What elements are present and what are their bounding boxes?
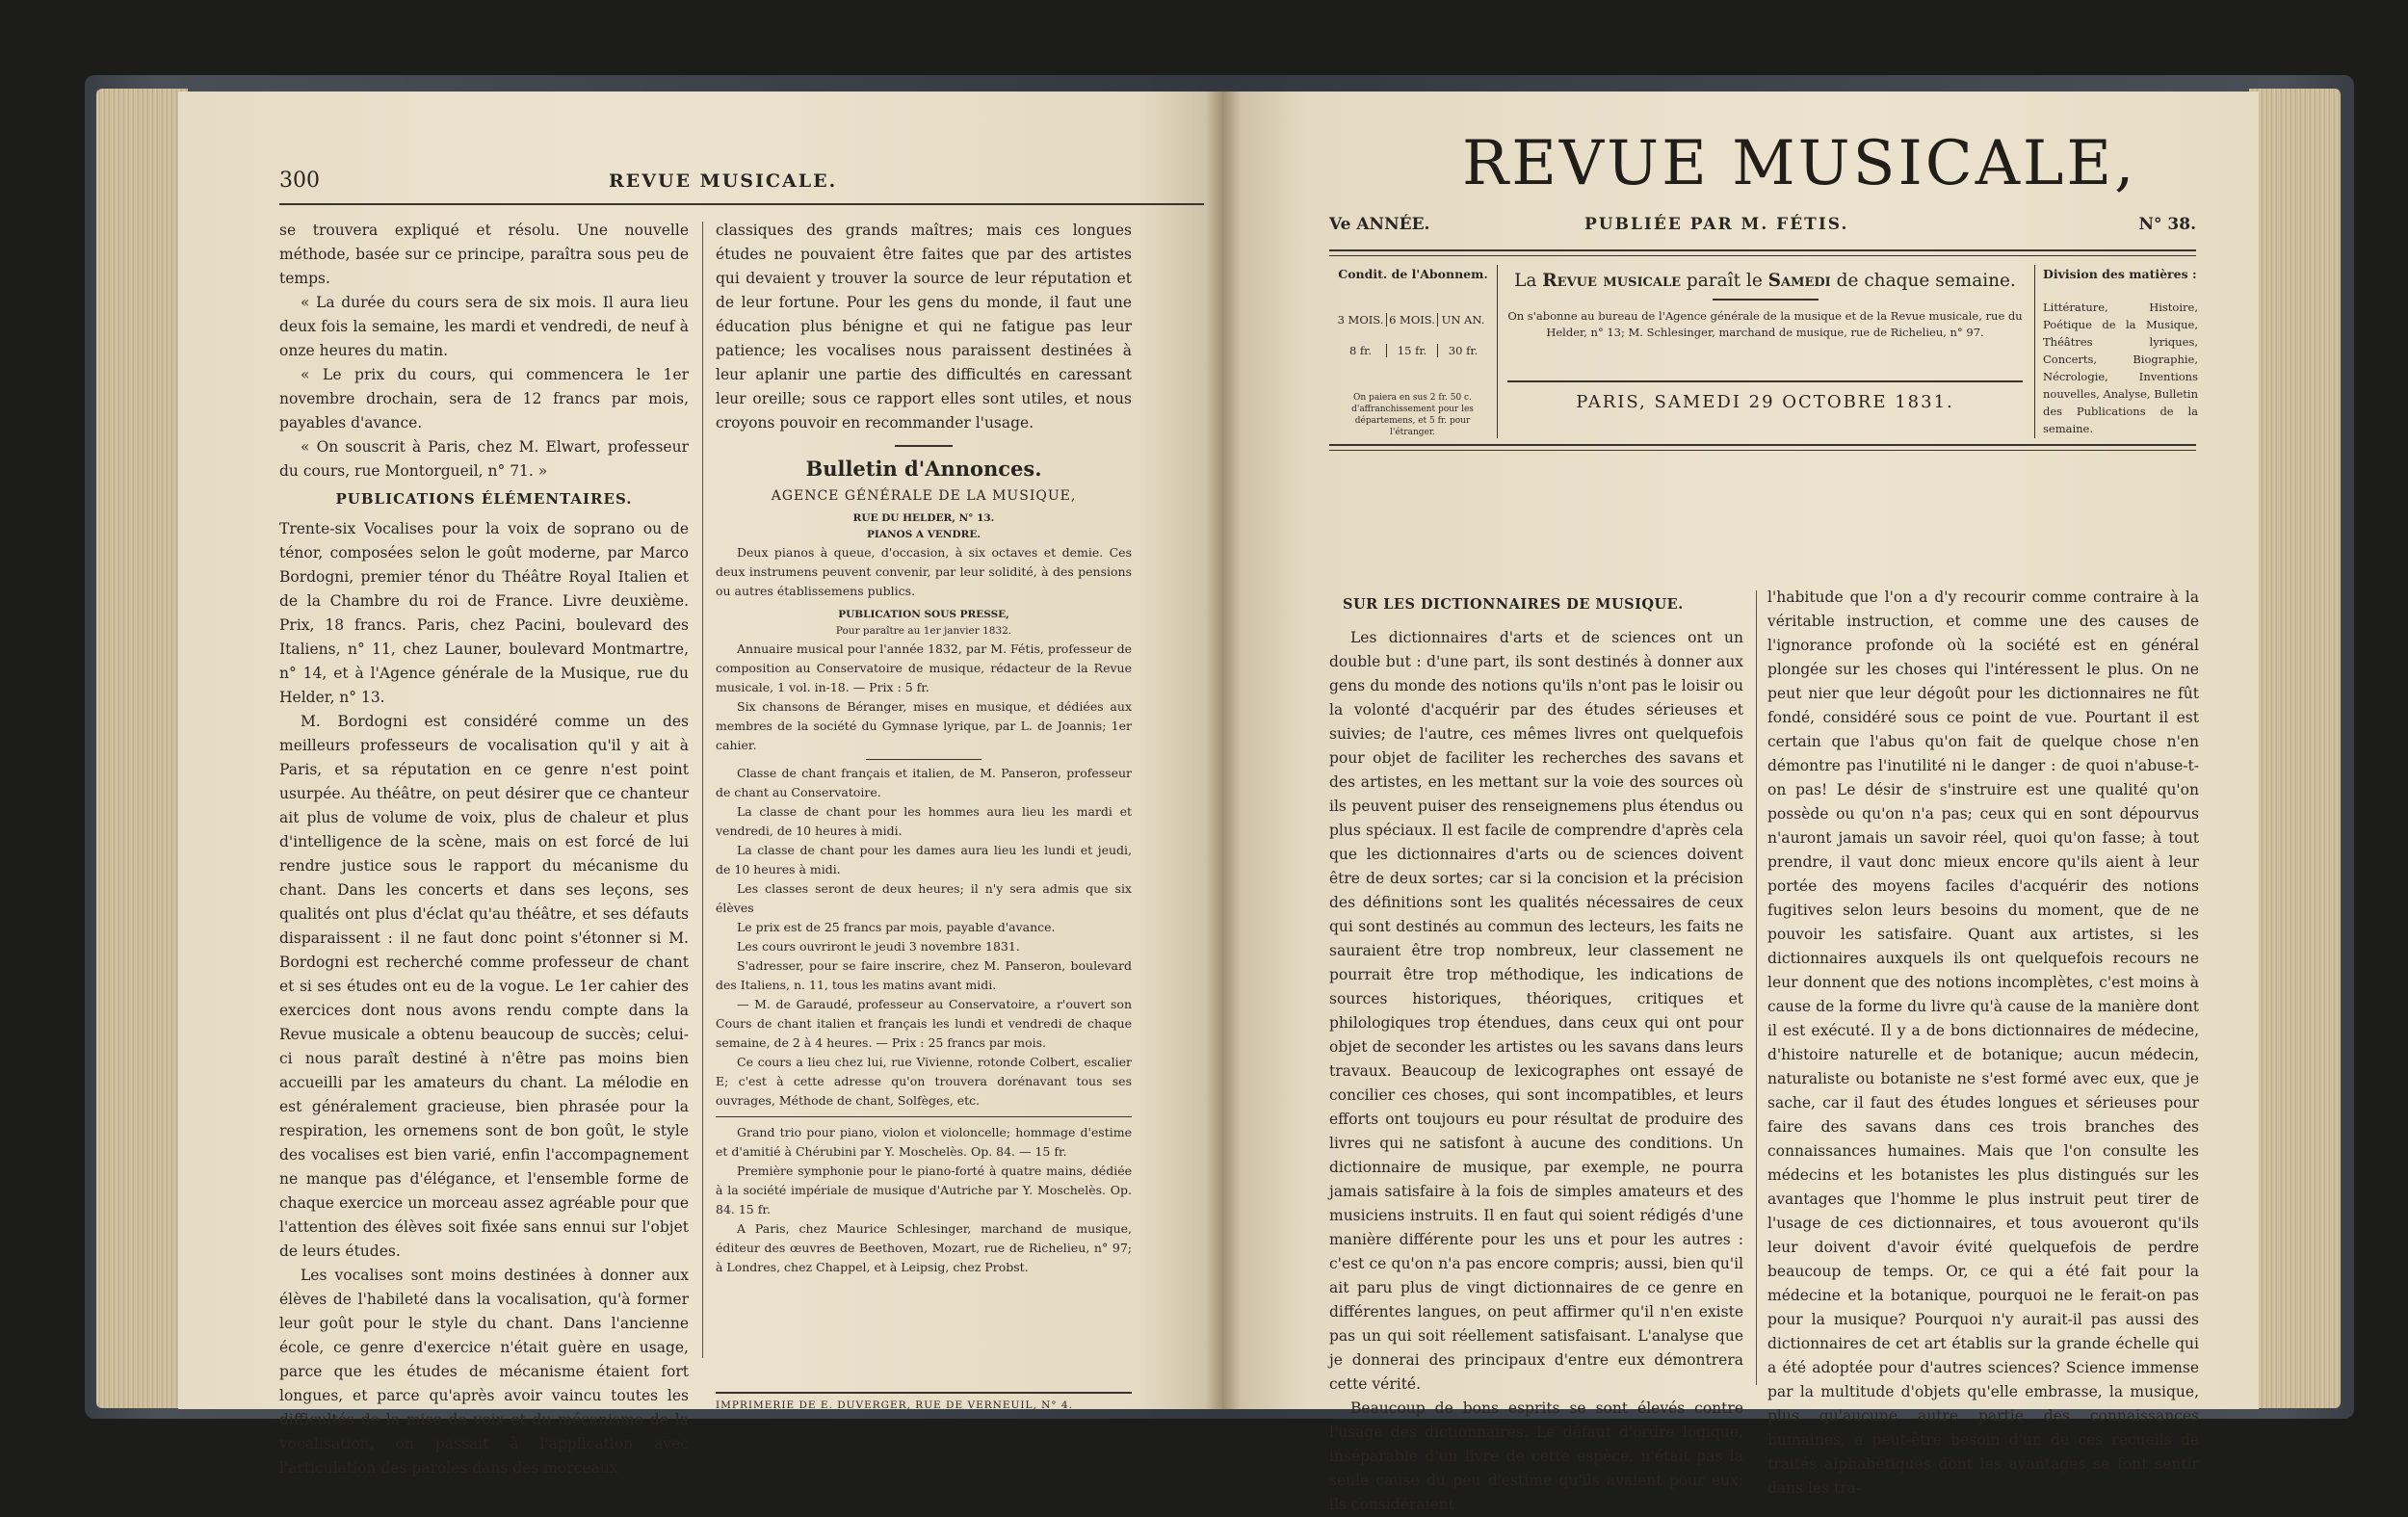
pianos-heading: PIANOS A VENDRE. <box>867 529 981 540</box>
subscription-grid <box>1335 313 1489 380</box>
announcement-item: Le prix est de 25 francs par mois, payable d'avance. <box>737 920 1056 934</box>
period-6-months: 6 MOIS. <box>1386 313 1437 327</box>
article-column-1 <box>1329 592 1743 1517</box>
publication-subheading: Pour paraître au 1er janvier 1832. <box>835 625 1012 637</box>
divisions-title: Division des matières : <box>2043 267 2197 281</box>
classe-list <box>716 764 1132 1111</box>
publication-notice <box>1507 265 2023 341</box>
paragraph: « La durée du cours sera de six mois. Il aura lieu deux fois la semaine, les mardi et vendredi, de neuf à onze heures du matin. <box>279 294 689 359</box>
header-rule <box>279 203 1204 205</box>
article-column-2 <box>1767 586 2199 1501</box>
announcement-item: Première symphonie pour le piano-forté à quatre mains, dédiée à la société impériale de musique d'Autriche par Y. Moschelès. Op. 84. 15 fr. <box>716 1164 1132 1216</box>
article-title: SUR LES DICTIONNAIRES DE MUSIQUE. <box>1343 596 1684 613</box>
paragraph: Les vocalises sont moins destinées à donner aux élèves de l'habileté dans la vocalisation, qu'à former leur goût pour le style du chant. Dans l'ancienne école, ce genre d'exercice n'était guère en usage, parce que les études de mécanisme étaient fort longues, et parce qu'après avoir vaincu toutes les difficultés de la mise de voix et du mécanisme de la vocalisation, on passait à l'application avec l'articulation des paroles dans des morceaux <box>279 1267 689 1477</box>
announcement-item: — M. de Garaudé, professeur au Conservatoire, a r'ouvert son Cours de chant italien et français les lundi et vendredi de chaque semaine, de 2 à 4 heures. — Prix : 25 francs par mois. <box>716 997 1132 1050</box>
imprint: IMPRIMERIE DE E. DUVERGER, RUE DE VERNEUIL, N° 4. <box>716 1399 1073 1411</box>
list-rule <box>716 1116 1132 1117</box>
paragraph: l'habitude que l'on a d'y recourir comme contraire à la véritable instruction, et comme une des causes de l'ignorance profonde où la société est en général plongée sur les choses qui l'intéressent le plus. On ne peut nier que leur dégoût pour les dictionnaires ne fût fondé, considéré sous ce point de vue. Pourtant il est certain que l'abus qu'on fait de quelque chose n'en démontre pas l'inutilité ni le danger : de quoi n'abuse-t-on pas! Le désir de s'instruire est une qualité qu'on possède ou qu'on n'a pas; ceux qui en sont dépourvus n'auront jamais un savoir réel, quoi qu'on fasse; à tout prendre, il vaut donc mieux encore qu'ils aient à leur portée des moyens faciles d'acquérir des notions fugitives selon leurs besoins du moment, que de ne pouvoir les satisfaire. Quant aux artistes, si les dictionnaires auxquels ils ont quelquefois recours ne leur donnent que des notions incomplètes, c'est moins à cause de la forme du livre qu'à cause de la manière dont il est exécuté. Il y a de bons dictionnaires de médecine, d'histoire naturelle et de botanique; aucun médecin, naturaliste ou botaniste ne s'est formé avec eux, que je sache, car il faut des études longues et sérieuses pour faire des savans dans ces trois branches des connaissances humaines. Mais que l'on consulte les médecins et les botanistes les plus distingués sur les avantages que l'homme le plus instruit peut tirer de l'usage de ces dictionnaires, et tous avoueront qu'ils leur doivent d'avoir évité quelquefois de perdre beaucoup de temps. Or, ce qui a été fait pour la médecine et la botanique, pourquoi ne le ferait-on pas pour la musique? Pourquoi n'y aurait-il pas aussi des dictionnaires de cet art établis sur la grande échelle qui a été adoptée pour d'autres sciences? Science immense par la multitude d'objets qu'elle embrasse, la musique, plus qu'aucune autre partie des connaissances humaines, a peut-être besoin d'un de ces recueils de traités alphabétiques dont les avantages se font sentir dans les tra- <box>1767 588 2199 1497</box>
announcement-item: Six chansons de Béranger, mises en musique, et dédiées aux membres de la société du Gymnase lyrique, par L. de Joannis; 1er cahier. <box>716 699 1132 752</box>
subscription-title: Condit. de l'Abonnem. <box>1338 267 1488 281</box>
paragraph: Les dictionnaires d'arts et de sciences ont un double but : d'une part, ils sont destinés à donner aux gens du monde des notions qu'ils n'ont pas le loisir ou la volonté d'acquérir par des études sérieuses et suivies; de l'autre, ces mêmes livres ont quelquefois pour objet de faciliter les recherches des savans et des artistes, en les mettant sur la voie des sources où ils peuvent puiser des renseignemens plus étendus ou plus spéciaux. Il est facile de comprendre d'après cela que les dictionnaires d'arts ou de sciences doivent être de deux sortes; car si la concision et la précision des définitions sont les qualités nécessaires de ceux qui sont destinés au commun des lecteurs, les faits ne sauraient être trop nombreux, leur classement ne pourrait être trop méthodique, les indications de sources historiques, théoriques, critiques et philologiques trop étendues, dans ceux qui ont pour objet de seconder les artistes ou les savans dans leurs travaux. Beaucoup de lexicographes ont essayé de concilier ces choses, qui sont incompatibles, et leurs efforts ont toujours eu pour résultat de produire des livres qui ne satisfont à aucune des conditions. Un dictionnaire de musique, par exemple, ne pourra jamais satisfaire à la fois de simples amateurs et des musiciens instruits. Il en faut qui soient rédigés d'une manière différente pour les uns et pour les autres : c'est ce qu'on n'a pas encore compris; aussi, bien qu'il ait paru plus de vingt dictionnaires de ce genre en différentes langues, on peut affirmer qu'il n'en existe pas un qui soit réellement satisfaisant. L'analyse que je donnerai des principaux d'entre eux démontrera cette vérité. <box>1329 629 1743 1393</box>
announcement-item: La classe de chant pour les dames aura lieu les lundi et jeudi, de 10 heures à midi. <box>716 843 1132 876</box>
announcement-item: Les cours ouvriront le jeudi 3 novembre 1831. <box>737 939 1020 954</box>
announcement-item: Grand trio pour piano, violon et violoncelle; hommage d'estime et d'amitié à Chérubini par Y. Moschelès. Op. 84. — 15 fr. <box>716 1125 1132 1159</box>
masthead-rule <box>1329 249 2196 251</box>
masthead-subline <box>1329 215 2196 244</box>
publication-heading: PUBLICATION SOUS PRESSE, <box>838 609 1009 620</box>
annee: Ve ANNÉE. <box>1329 215 1430 234</box>
announcement-item: A Paris, chez Maurice Schlesinger, marchand de musique, éditeur des œuvres de Beethoven, Mozart, rue de Richelieu, n° 97; à Londres, chez Chappel, et à Leipsig, chez Probst. <box>716 1221 1132 1274</box>
book-gutter <box>1206 92 1241 1409</box>
paragraph: se trouvera expliqué et résolu. Une nouvelle méthode, basée sur ce principe, paraîtra sous peu de temps. <box>279 222 689 287</box>
announcement-item: Annuaire musical pour l'année 1832, par M. Fétis, professeur de composition au Conservatoire de musique, rédacteur de la Revue musicale, 1 vol. in-18. — Prix : 5 fr. <box>716 641 1132 694</box>
header-bottom-rule-thin <box>1329 450 2196 451</box>
paragraph: « Le prix du cours, qui commencera le 1er novembre drochain, sera de 12 francs par mois, payables d'avance. <box>279 366 689 432</box>
agency-heading: AGENCE GÉNÉRALE DE LA MUSIQUE, <box>771 488 1077 504</box>
column-rule <box>702 222 703 1358</box>
running-title: REVUE MUSICALE. <box>609 170 838 192</box>
paragraph: Trente-six Vocalises pour la voix de soprano ou de ténor, composées selon le goût moderne, par Marco Bordogni, premier ténor du Théâtre Royal Italien et de la Chambre du roi de France. Livre deuxième. Prix, 18 francs. Paris, chez Pacini, boulevard des Italiens, n° 11, chez Launer, boulevard Montmartre, n° 14, et à l'Agence générale de la Musique, rue du Helder, n° 13. <box>279 520 689 706</box>
list-rule <box>866 759 982 760</box>
left-page <box>178 92 1223 1477</box>
section-heading: PUBLICATIONS ÉLÉMENTAIRES. <box>335 490 633 508</box>
masthead: REVUE MUSICALE, <box>1462 128 2137 199</box>
trio-list <box>716 1123 1132 1277</box>
publication-list <box>716 640 1132 755</box>
ornament-rule <box>1713 299 1819 301</box>
paragraph: « On souscrit à Paris, chez M. Elwart, professeur du cours, rue Montorgueil, n° 71. » <box>279 438 689 480</box>
price-1-year: 30 fr. <box>1437 344 1488 357</box>
announcement-item: Ce cours a lieu chez lui, rue Vivienne, rotonde Colbert, escalier E; c'est à cette adresse qu'on trouvera dorénavant tous ses ouvrages, Méthode de chant, Solfèges, etc. <box>716 1055 1132 1108</box>
page-edges-left <box>96 89 188 1408</box>
announcement-item: La classe de chant pour les hommes aura lieu les mardi et vendredi, de 10 heures à midi. <box>716 804 1132 838</box>
paragraph: Beaucoup de bons esprits se sont élevés contre l'usage des dictionnaires. Le défaut d'ordre logique, inséparable d'un livre de cette espèce, n'était pas la seule cause du peu d'estime qu'ils avaient pour eux; ils considéraient <box>1329 1399 1743 1513</box>
issue-date: PARIS, SAMEDI 29 OCTOBRE 1831. <box>1576 392 1954 412</box>
left-column-b <box>716 219 1132 1277</box>
subscription-box <box>1329 265 1498 438</box>
divisions-list: Littérature, Histoire, Poétique de la Musique, Théâtres lyriques, Concerts, Biographie, Nécrologie, Inventions nouvelles, Analyse, Bulletin des Publications de la semaine. <box>2043 301 2198 435</box>
page-number: 300 <box>279 169 320 193</box>
price-3-months: 8 fr. <box>1348 344 1373 357</box>
publication-schedule: La Revue musicale paraît le Samedi de chaque semaine. <box>1514 271 2016 291</box>
masthead-rule-thin <box>1329 255 2196 256</box>
pianos-text: Deux pianos à queue, d'occasion, à six octaves et demie. Ces deux instrumens peuvent convenir, par leur solidité, à des pensions ou autres établissemens publics. <box>716 545 1132 598</box>
imprint-rule <box>716 1392 1132 1394</box>
right-page <box>1223 92 2259 1513</box>
period-1-year: UN AN. <box>1437 313 1488 327</box>
vocalises-continuation: classiques des grands maîtres; mais ces longues études ne pouvaient être faites que par des artistes qui devaient y trouver la source de leur réputation et de leur fortune. Pour les gens du monde, il faut une éducation plus bénigne et qui ne fatigue pas leur patience; les vocalises nous paraissent destinées à leur aplanir une partie des difficultés en caressant leur oreille; sous ce rapport elles sont utiles, et nous croyons pouvoir en recommander l'usage. <box>716 222 1132 432</box>
header-bottom-rule <box>1329 444 2196 446</box>
date-rule <box>1507 380 2023 382</box>
paragraph: M. Bordogni est considéré comme un des meilleurs professeurs de vocalisation qu'il y ait à Paris, et sa réputation en ce genre n'est point usurpée. Au théâtre, on peut désirer que ce chanteur ait plus de volume de voix, plus de chaleur et plus d'intelligence de la scène, mais on est forcé de lui rendre justice sous le rapport du mécanisme du chant. Dans les concerts et dans ses leçons, ses qualités ont plus d'éclat qu'au théâtre, et ses défauts disparaissent : il ne faut donc point s'étonner si M. Bordogni est recherché comme professeur de chant et si ses études ont eu de la vogue. Le 1er cahier des exercices dont nous avons rendu compte dans la Revue musicale a obtenu beaucoup de succès; celui-ci nous paraît destiné à n'être pas moins bien accueilli par les amateurs du chant. La mélodie en est généralement gracieuse, bien phrasée pour la respiration, les ornemens sont de bon goût, le style des vocalises est bien varié, enfin l'accompagnement ne manque pas d'élégance, et l'ensemble forme de chaque exercice un morceau assez agréable pour que l'attention des élèves soit fixée sans ennui sur l'objet de leurs études. <box>279 713 689 1260</box>
price-6-months: 15 fr. <box>1386 344 1437 357</box>
announcement-item: Classe de chant français et italien, de M. Panseron, professeur de chant au Conservatoire. <box>716 766 1132 799</box>
column-rule <box>1756 590 1757 1385</box>
publisher-line: PUBLIÉE PAR M. FÉTIS. <box>1584 215 1849 234</box>
left-page-header <box>279 169 1204 203</box>
announcement-item: S'adresser, pour se faire inscrire, chez M. Panseron, boulevard des Italiens, n. 11, tous les matins avant midi. <box>716 958 1132 992</box>
subscription-note: On paiera en sus 2 fr. 50 c. d'affranchissement pour les départemens, et 5 fr. pour l'étranger. <box>1351 393 1474 437</box>
period-3-months: 3 MOIS. <box>1337 313 1384 327</box>
page-edges-right <box>2249 89 2341 1408</box>
issue-number: N° 38. <box>2138 215 2196 234</box>
announcement-item: Les classes seront de deux heures; il n'y sera admis que six élèves <box>716 881 1132 915</box>
agency-address: RUE DU HELDER, N° 13. <box>852 512 995 524</box>
left-column-a <box>279 219 689 1480</box>
divisions-box <box>2034 265 2198 438</box>
subscription-address: On s'abonne au bureau de l'Agence générale de la musique et de la Revue musicale, rue du Helder, n° 13; M. Schlesinger, marchand de musique, rue de Richelieu, n° 97. <box>1507 309 2023 339</box>
section-rule <box>895 445 953 447</box>
bulletin-title: Bulletin d'Annonces. <box>805 457 1042 481</box>
